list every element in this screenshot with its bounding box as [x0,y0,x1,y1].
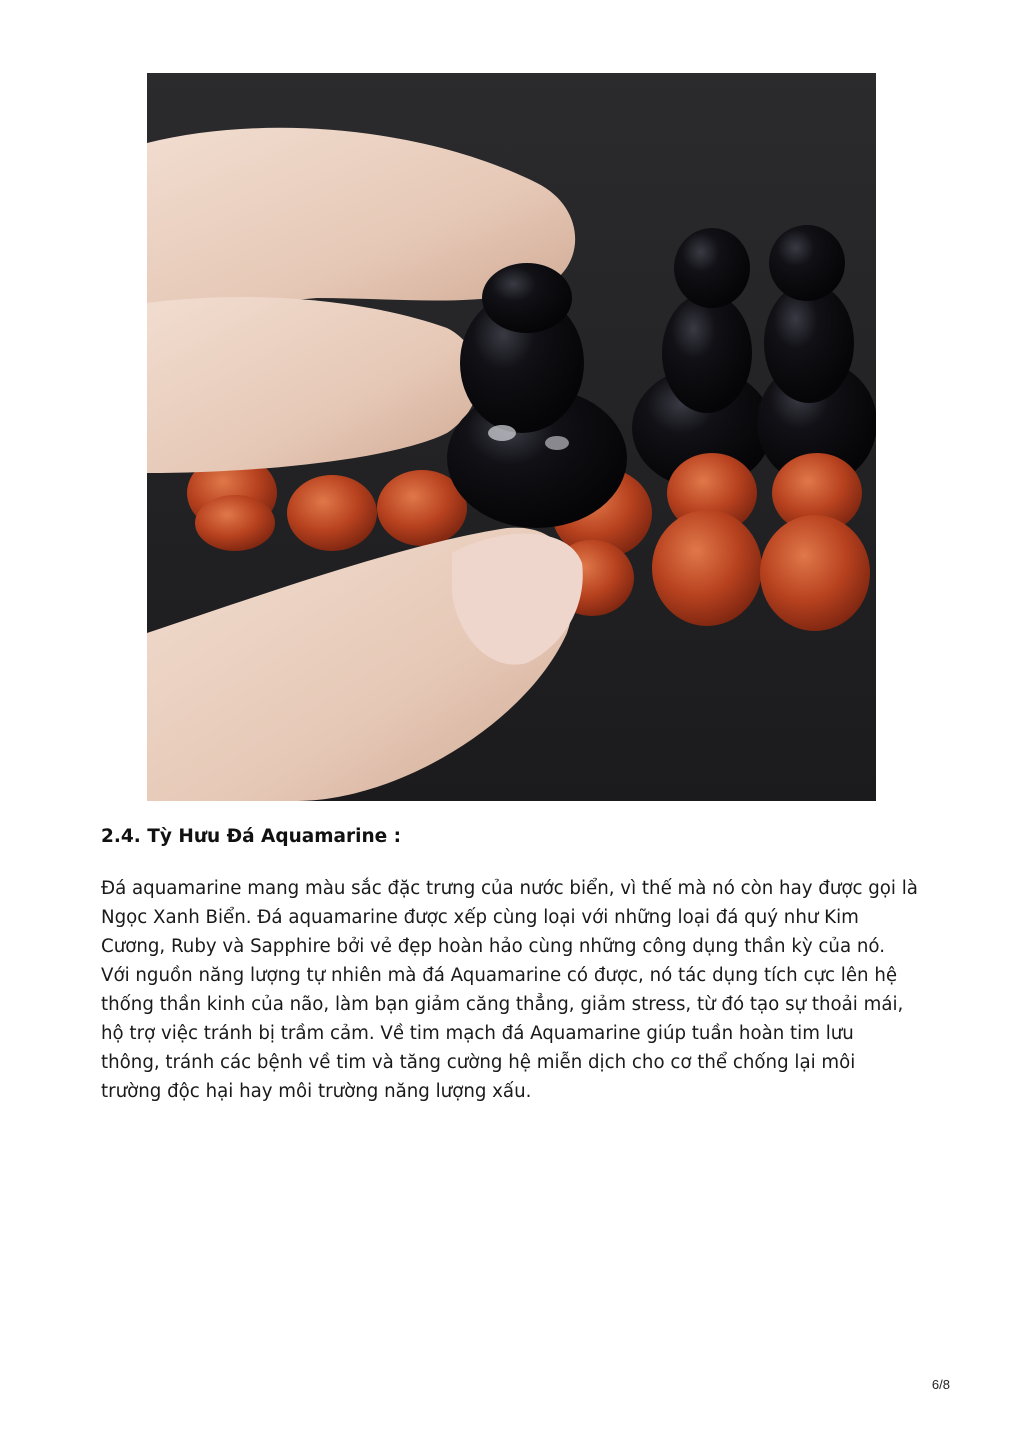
paragraph-line: hộ trợ việc tránh bị trầm cảm. Về tim mạch đá Aquamarine giúp tuần hoàn tim lưu [101,1023,854,1044]
paragraph-line: trường độc hại hay môi trường năng lượng xấu. [101,1081,532,1102]
paragraph-line: thống thần kinh của não, làm bạn giảm căng thẳng, giảm stress, từ đó tạo sự thoải mái, [101,994,904,1015]
section-paragraph [101,874,931,1106]
page-number: 6/8 [931,1377,950,1392]
product-photo [147,73,876,801]
paragraph-line: Đá aquamarine mang màu sắc đặc trưng của nước biển, vì thế mà nó còn hay được gọi là [101,878,918,899]
paragraph-line: Cương, Ruby và Sapphire bởi vẻ đẹp hoàn hảo cùng những công dụng thần kỳ của nó. [101,936,885,957]
paragraph-line: Với nguồn năng lượng tự nhiên mà đá Aquamarine có được, nó tác dụng tích cực lên hệ [101,965,898,986]
paragraph-line: Ngọc Xanh Biển. Đá aquamarine được xếp cùng loại với những loại đá quý như Kim [101,907,859,928]
paragraph-line: thông, tránh các bệnh về tim và tăng cường hệ miễn dịch cho cơ thể chống lại môi [101,1052,856,1073]
section-heading: 2.4. Tỳ Hưu Đá Aquamarine : [101,826,402,847]
